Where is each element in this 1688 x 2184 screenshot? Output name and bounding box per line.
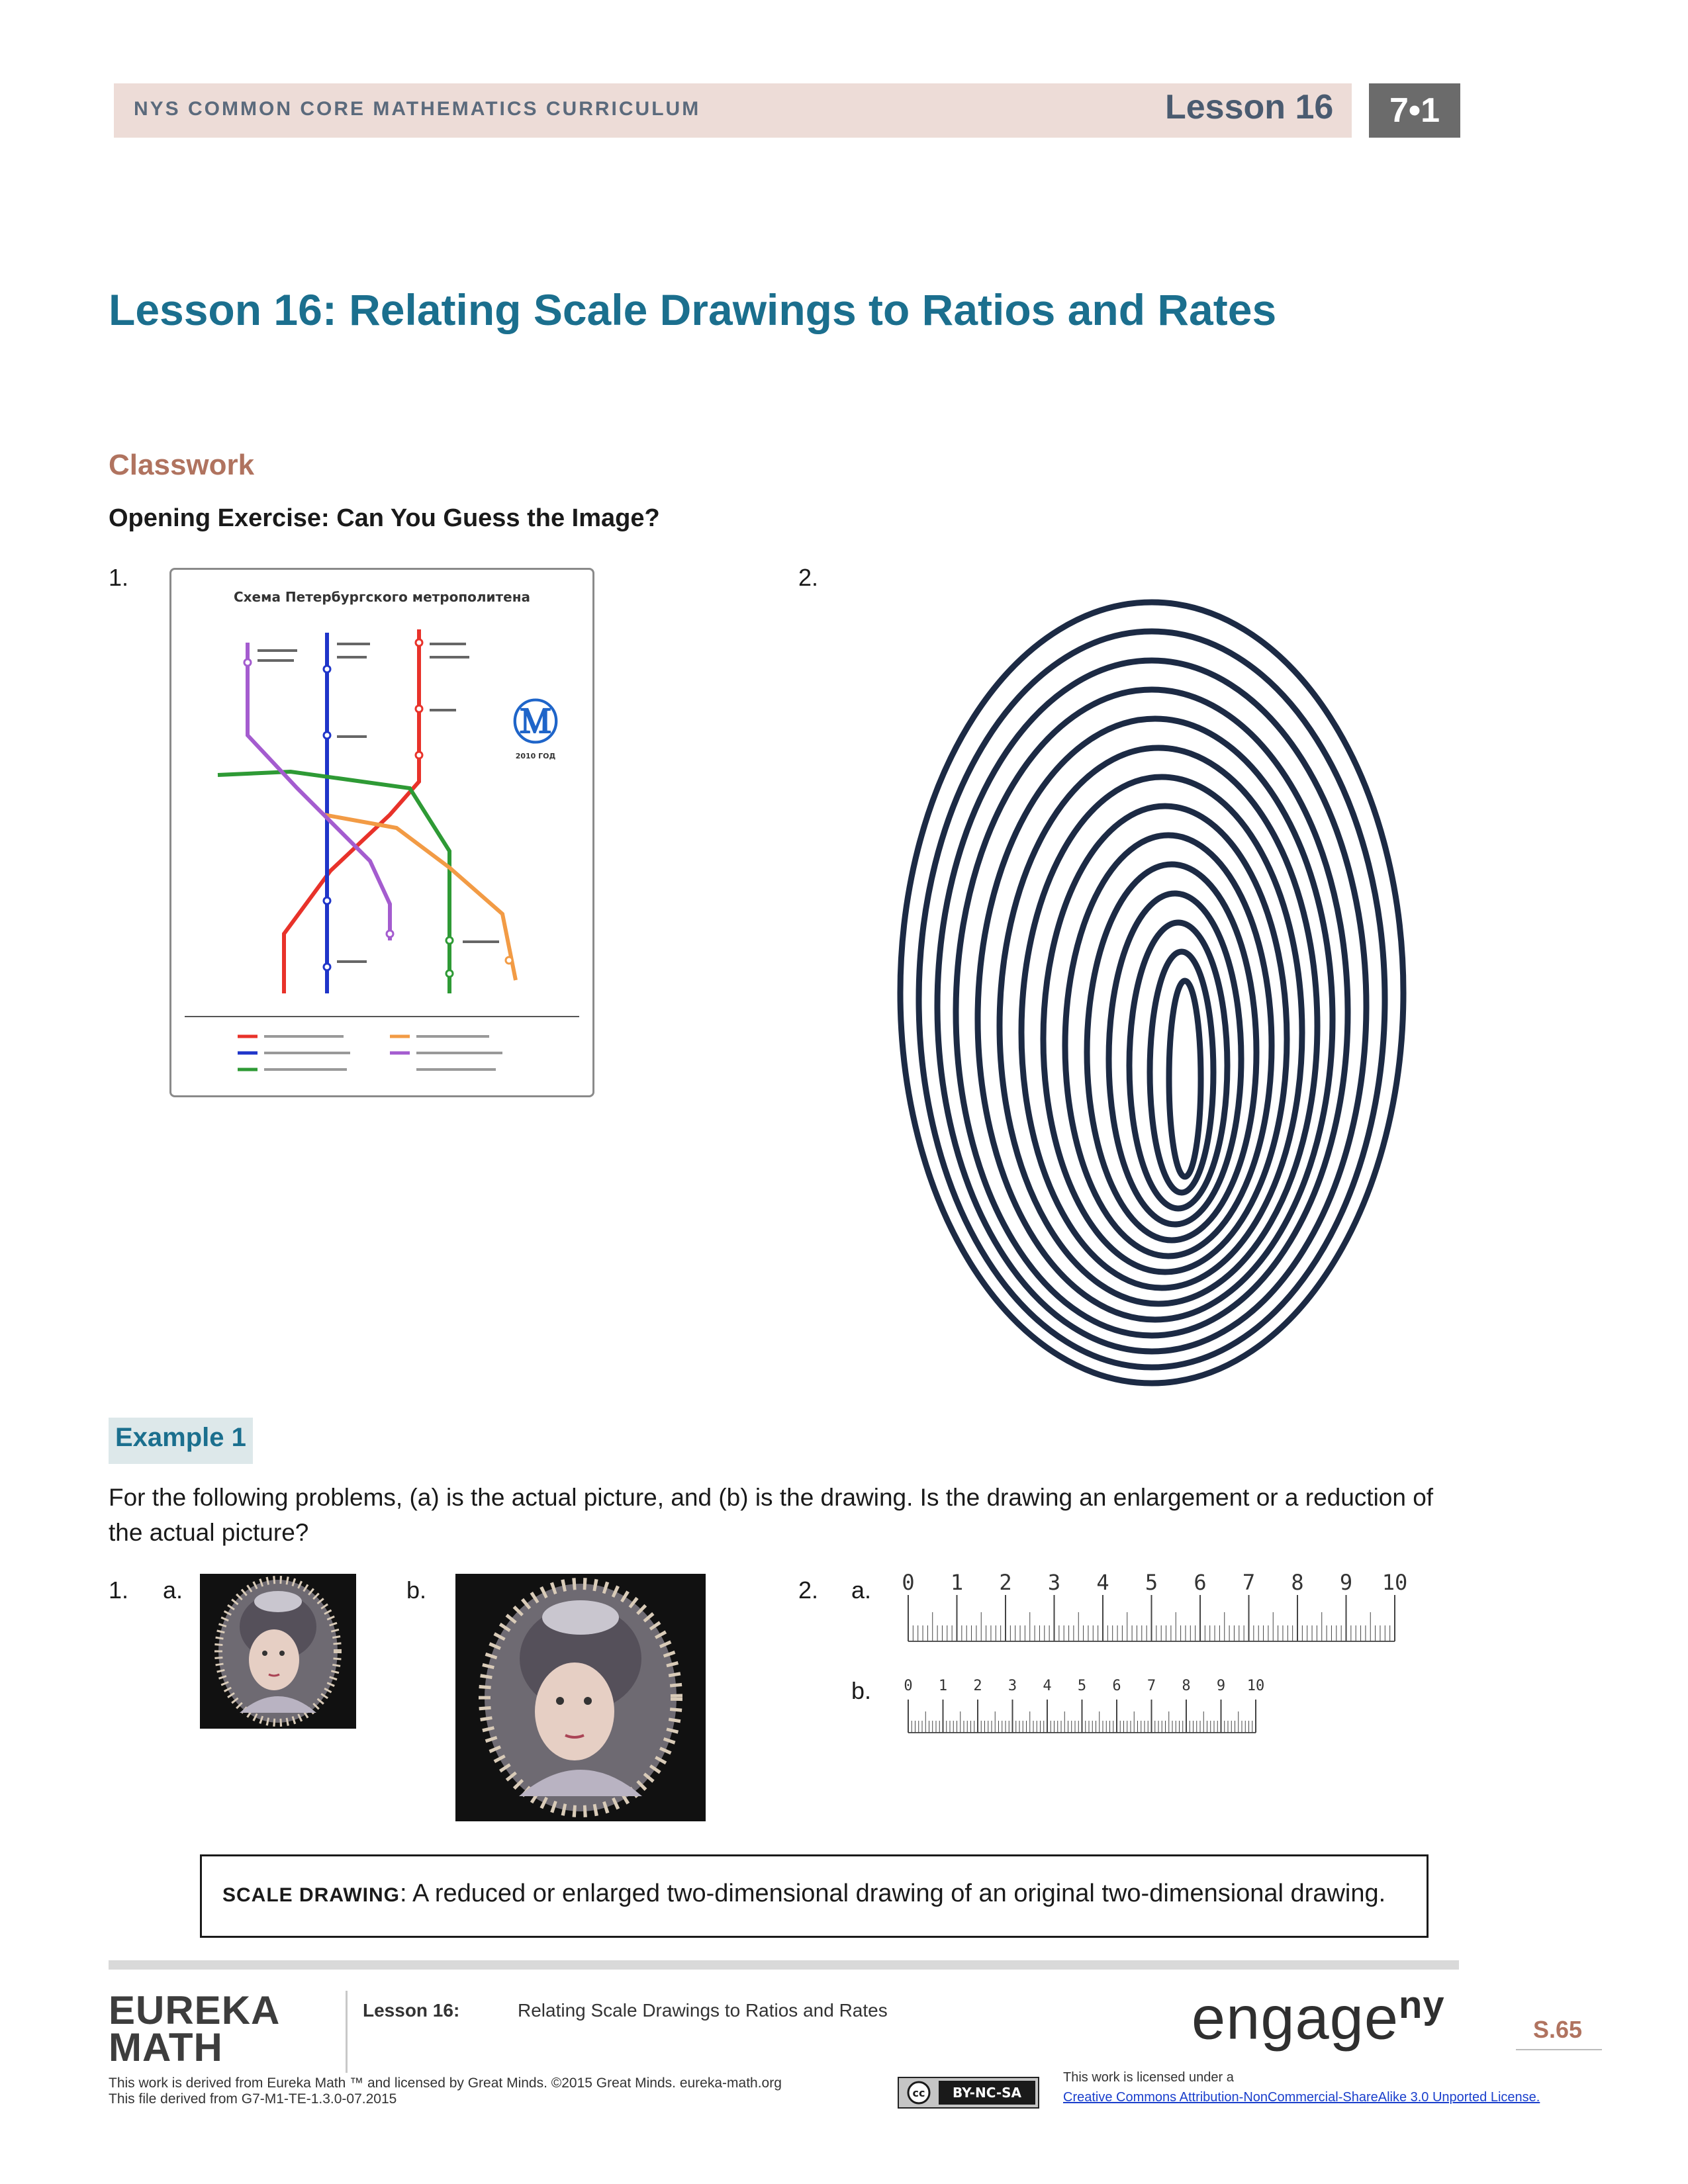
ruler-b-label: 9 — [1216, 1678, 1226, 1694]
portrait-drawing-image — [455, 1574, 706, 1821]
ruler-a-label: 9 — [1339, 1570, 1353, 1595]
footer-divider — [346, 1991, 348, 2073]
curriculum-title: NYS COMMON CORE MATHEMATICS CURRICULUM — [134, 98, 701, 120]
opening-item-1-number: 1. — [109, 564, 129, 591]
fingerprint-ridge — [1169, 981, 1201, 1177]
definition-term: SCALE DRAWING — [222, 1884, 400, 1906]
page-title: Lesson 16: Relating Scale Drawings to Ratios and Rates — [109, 285, 1277, 334]
portrait-a-graphic — [200, 1574, 356, 1729]
metro-map-graphic — [171, 570, 592, 1095]
metro-legend-label — [264, 1035, 344, 1038]
derived-line-2: This file derived from G7-M1-TE-1.3.0-07.2015 — [109, 2091, 397, 2107]
engage-text: engage — [1192, 1984, 1399, 2052]
metro-station — [244, 659, 251, 666]
metro-station — [324, 964, 330, 970]
metro-station-label — [337, 735, 367, 738]
ruler-a-label: 4 — [1096, 1570, 1109, 1595]
footer-topic: Relating Scale Drawings to Ratios and Rates — [518, 2000, 888, 2021]
cc-icon-text: cc — [912, 2087, 925, 2099]
metro-station — [416, 705, 422, 712]
problem-1-part-b: b. — [406, 1576, 427, 1604]
ruler-a-label: 10 — [1382, 1570, 1408, 1595]
logo-line-1: EUREKA — [109, 1988, 281, 2032]
page-number-rule — [1516, 2049, 1602, 2050]
portrait-a-eye — [262, 1651, 267, 1656]
metro-legend-label — [416, 1052, 502, 1054]
footer-rule — [109, 1960, 1459, 1970]
ruler-a-label: 6 — [1194, 1570, 1207, 1595]
eureka-math-logo — [109, 1988, 281, 2070]
example-prompt: For the following problems, (a) is the actual picture, and (b) is the drawing. Is the drawing an enlargement or a reduction of the actual picture? — [109, 1484, 1434, 1546]
metro-station — [416, 639, 422, 646]
metro-station — [324, 732, 330, 739]
metro-station-label — [430, 656, 469, 659]
metro-station-label — [430, 709, 456, 711]
problem-1-part-a: a. — [163, 1576, 183, 1604]
ruler-a-label: 3 — [1047, 1570, 1061, 1595]
problem-2-part-b: b. — [851, 1677, 872, 1704]
ruler-b-label: 7 — [1147, 1678, 1156, 1694]
ruler-a-label: 7 — [1242, 1570, 1256, 1595]
ruler-a-label: 0 — [902, 1570, 915, 1595]
cc-badge-label: BY-NC-SA — [952, 2085, 1022, 2101]
portrait-b-bow — [542, 1600, 619, 1635]
metro-map-image — [169, 568, 594, 1097]
footer-derived-notice — [109, 2075, 782, 2107]
ruler-b-label: 0 — [904, 1678, 913, 1694]
metro-orange-line — [324, 815, 516, 980]
logo-line-2: MATH — [109, 2025, 223, 2070]
footer-lesson: Lesson 16: — [363, 2000, 460, 2021]
portrait-a-face — [249, 1629, 299, 1690]
metro-station — [506, 957, 512, 964]
ruler-a-graphic — [900, 1567, 1417, 1653]
ruler-a-label: 8 — [1291, 1570, 1304, 1595]
portrait-a-bow — [254, 1591, 302, 1612]
metro-station-label — [258, 649, 297, 652]
metro-legend-label — [264, 1052, 350, 1054]
metro-map-title: Схема Петербургского метрополитена — [233, 589, 531, 605]
portrait-a-eye — [279, 1651, 285, 1656]
example-heading: Example 1 — [115, 1423, 246, 1452]
metro-station-label — [430, 643, 466, 645]
metro-station — [446, 937, 453, 944]
ruler-b-label: 8 — [1182, 1678, 1191, 1694]
metro-station — [387, 931, 393, 937]
cc-license-link[interactable]: Creative Commons Attribution-NonCommercial-ShareAlike 3.0 Unported License. — [1063, 2090, 1540, 2105]
metro-logo-icon: Ⓜ — [512, 696, 559, 750]
ruler-b-label: 2 — [973, 1678, 982, 1694]
portrait-b-eye — [584, 1697, 592, 1705]
problem-2-number: 2. — [798, 1576, 819, 1604]
header-lesson: Lesson 16 — [1165, 88, 1334, 126]
cc-license-text — [1063, 2068, 1540, 2107]
ruler-a-label: 1 — [950, 1570, 964, 1595]
grade-module-badge: 7•1 — [1369, 83, 1460, 138]
metro-red-line — [284, 629, 419, 993]
fingerprint-graphic — [874, 569, 1430, 1396]
portrait-b-face — [535, 1662, 614, 1760]
definition-text — [222, 1880, 1385, 1908]
metro-logo-caption: 2010 ГОД — [515, 752, 556, 760]
problem-1-number: 1. — [109, 1576, 129, 1604]
metro-station — [324, 897, 330, 904]
portrait-b-eye — [556, 1697, 564, 1705]
metro-station-label — [463, 940, 499, 943]
metro-station — [416, 752, 422, 758]
metro-legend-label — [264, 1068, 347, 1071]
metro-legend-label — [416, 1035, 489, 1038]
ruler-a-label: 5 — [1145, 1570, 1158, 1595]
ruler-b-label: 6 — [1112, 1678, 1121, 1694]
portrait-b-graphic — [455, 1574, 706, 1821]
metro-station-label — [337, 643, 370, 645]
problem-2-part-a: a. — [851, 1576, 872, 1604]
cc-line-1: This work is licensed under a — [1063, 2070, 1234, 2085]
ruler-b-label: 1 — [938, 1678, 948, 1694]
metro-station — [324, 666, 330, 672]
metro-station-label — [337, 960, 367, 963]
ruler-b-label: 4 — [1043, 1678, 1052, 1694]
definition-body: : A reduced or enlarged two-dimensional drawing of an original two-dimensional drawing. — [400, 1880, 1386, 1907]
portrait-actual-image — [200, 1574, 356, 1729]
cc-badge-graphic — [899, 2078, 1038, 2107]
metro-station-label — [337, 656, 367, 659]
page-number: S.65 — [1533, 2016, 1583, 2043]
metro-station-label — [258, 659, 294, 662]
opening-exercise-heading: Opening Exercise: Can You Guess the Image? — [109, 504, 660, 532]
ruler-b-label: 10 — [1246, 1678, 1265, 1694]
classwork-heading: Classwork — [109, 449, 255, 481]
metro-purple-line — [248, 643, 390, 940]
ruler-actual — [900, 1567, 1417, 1653]
engageny-logo — [1192, 1983, 1445, 2054]
ruler-b-label: 5 — [1077, 1678, 1087, 1694]
opening-item-2-number: 2. — [798, 564, 819, 591]
metro-green-line — [218, 772, 449, 993]
engage-sup: ny — [1399, 1983, 1445, 2026]
ruler-b-graphic — [900, 1674, 1271, 1741]
ruler-drawing — [900, 1674, 1271, 1741]
ruler-b-label: 3 — [1008, 1678, 1017, 1694]
metro-station — [446, 970, 453, 977]
metro-legend-label — [416, 1068, 496, 1071]
derived-line-1: This work is derived from Eureka Math ™ and licensed by Great Minds. ©2015 Great Minds. eureka-math.org — [109, 2075, 782, 2091]
ruler-a-label: 2 — [999, 1570, 1012, 1595]
fingerprint-image — [874, 569, 1430, 1396]
cc-license-badge — [898, 2077, 1039, 2109]
